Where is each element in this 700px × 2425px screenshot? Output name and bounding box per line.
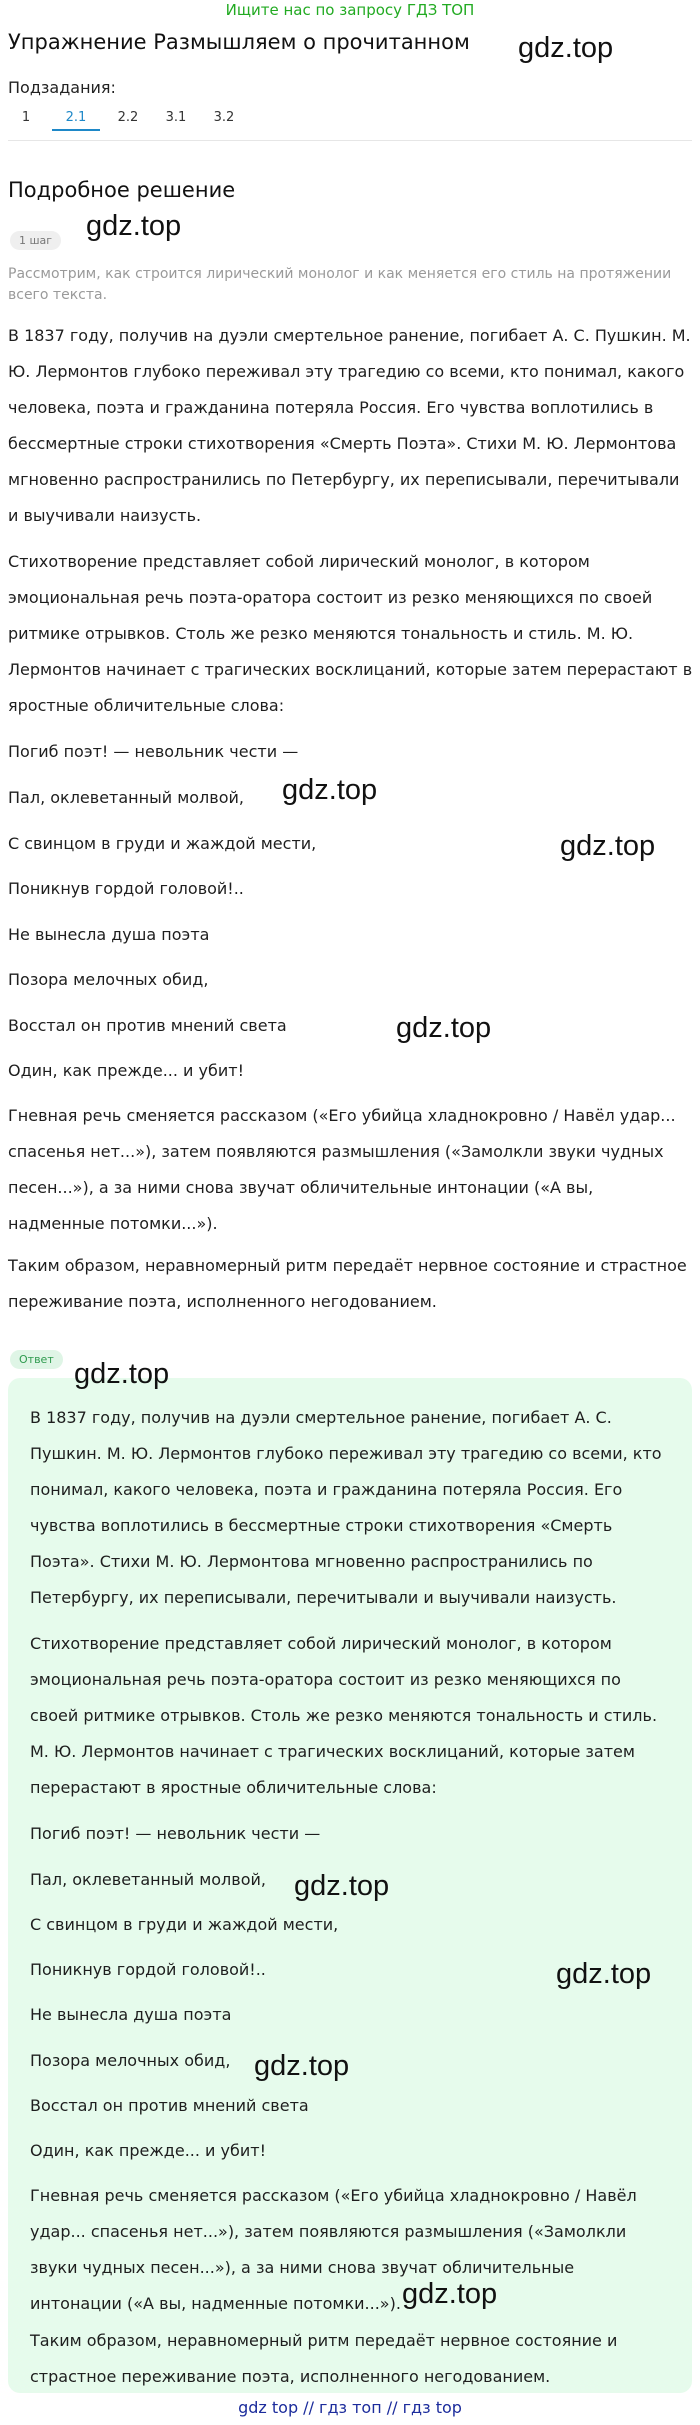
subtask-tab-2-2[interactable]: 2.2 [117,110,139,125]
watermark: gdz.top [74,1358,170,1390]
answer-paragraph-1: В 1837 году, получив на дуэли смертельное ранение, погибает А. С. Пушкин. М. Ю. Лермонтов глубоко переживал эту трагедию со всеми, кто понимал, какого человека, поэта и гражданина потеряла Россия. Его чувства воплотились в бессмертные строки стихотворения «Смерть Поэта». Стихи М. Ю. Лермонтова мгновенно распространились по Петербургу, их переписывали, перечитывали и выучивали наизусть. [30,1408,662,1607]
answer-paragraph-2: Стихотворение представляет собой лирический монолог, в котором эмоциональная речь поэта-оратора состоит из резко меняющихся по своей ритмике отрывков. Столь же резко меняются тональность и стиль. М. Ю. Лермонтов начинает с трагических восклицаний, которые затем перерастают в яростные обличительные слова: [30,1634,658,1797]
solution-paragraph-1: В 1837 году, получив на дуэли смертельное ранение, погибает А. С. Пушкин. М. Ю. Лермонтов глубоко переживал эту трагедию со всеми, кто понимал, какого человека, поэта и гражданина потеряла Россия. Его чувства воплотились в бессмертные строки стихотворения «Смерть Поэта». Стихи М. Ю. Лермонтова мгновенно распространились по Петербургу, их переписывали, перечитывали и выучивали наизусть. [8,326,691,525]
answer-verse-line: Погиб поэт! — невольник чести — [30,1824,321,1843]
solution-title: Подробное решение [8,178,236,202]
footer-links [0,2398,700,2417]
solution-paragraph-2: Стихотворение представляет собой лирический монолог, в котором эмоциональная речь поэта-оратора состоит из резко меняющихся по своей ритмике отрывков. Столь же резко меняются тональность и стиль. М. Ю. Лермонтов начинает с трагических восклицаний, которые затем перерастают в яростные обличительные слова: [8,552,693,715]
answer-paragraph-3: Гневная речь сменяется рассказом («Его убийца хладнокровно / Навёл удар... спасенья нет...»), затем появляются размышления («Замолкли звуки чудных песен...»), а за ними снова звучат обличительные интонации («А вы, надменные потомки...»). [30,2186,637,2313]
subtask-tab-3-2[interactable]: 3.2 [213,110,235,125]
watermark: gdz.top [518,32,614,64]
watermark: gdz.top [254,2050,350,2082]
step-badge: 1 шаг [10,231,61,250]
watermark: gdz.top [282,774,378,806]
search-banner: Ищите нас по запросу ГДЗ ТОП [225,1,475,19]
subtask-tab-2-1[interactable]: 2.1 [52,106,100,131]
footer-link-gdz-top-ru[interactable]: гдз топ [319,2398,382,2417]
subtasks-tabs [8,106,244,131]
watermark: gdz.top [396,1012,492,1044]
answer-verse-line: Позора мелочных обид, [30,2051,231,2070]
watermark: gdz.top [560,830,656,862]
watermark: gdz.top [402,2278,498,2310]
solution-paragraph-3: Гневная речь сменяется рассказом («Его убийца хладнокровно / Навёл удар... спасенья нет...»), затем появляются размышления («Замолкли звуки чудных песен...»), а за ними снова звучат обличительные интонации («А вы, надменные потомки...»). [8,1106,676,1233]
subtask-tab-1[interactable]: 1 [21,110,31,125]
solution-verse-line: Восстал он против мнений света [8,1016,287,1035]
answer-verse-line: Поникнув гордой головой!.. [30,1960,266,1979]
answer-verse-line: С свинцом в груди и жаждой мести, [30,1915,339,1934]
watermark: gdz.top [556,1958,652,1990]
footer-link-gdz-top[interactable]: gdz top [238,2398,299,2417]
solution-verse-line: Пал, оклеветанный молвой, [8,788,244,807]
footer-separator: // [381,2398,403,2417]
solution-paragraph-4: Таким образом, неравномерный ритм передаёт нервное состояние и страстное переживание поэта, исполненного негодованием. [8,1256,687,1311]
solution-verse-line: С свинцом в груди и жаждой мести, [8,834,317,853]
watermark: gdz.top [86,210,182,242]
solution-verse-line: Погиб поэт! — невольник чести — [8,742,299,761]
solution-verse-line: Не вынесла душа поэта [8,925,210,944]
answer-badge: Ответ [10,1350,63,1369]
answer-verse-line: Восстал он против мнений света [30,2096,309,2115]
answer-verse-line: Не вынесла душа поэта [30,2005,232,2024]
page-title: Упражнение Размышляем о прочитанном [8,30,470,54]
tabs-divider [8,140,692,141]
answer-verse-line: Пал, оклеветанный молвой, [30,1870,266,1889]
solution-verse-line: Позора мелочных обид, [8,970,209,989]
footer-link-gdz-top-mixed[interactable]: гдз top [402,2398,462,2417]
step-hint: Рассмотрим, как строится лирический монолог и как меняется его стиль на протяжении всего текста. [8,266,672,303]
answer-verse-line: Один, как прежде... и убит! [30,2141,266,2160]
solution-verse-line: Поникнув гордой головой!.. [8,879,244,898]
answer-paragraph-4: Таким образом, неравномерный ритм передаёт нервное состояние и страстное переживание поэта, исполненного негодованием. [30,2331,618,2386]
solution-verse-line: Один, как прежде... и убит! [8,1061,244,1080]
footer-separator: // [298,2398,320,2417]
watermark: gdz.top [294,1870,390,1902]
subtask-tab-3-1[interactable]: 3.1 [165,110,187,125]
subtasks-label: Подзадания: [8,78,116,97]
